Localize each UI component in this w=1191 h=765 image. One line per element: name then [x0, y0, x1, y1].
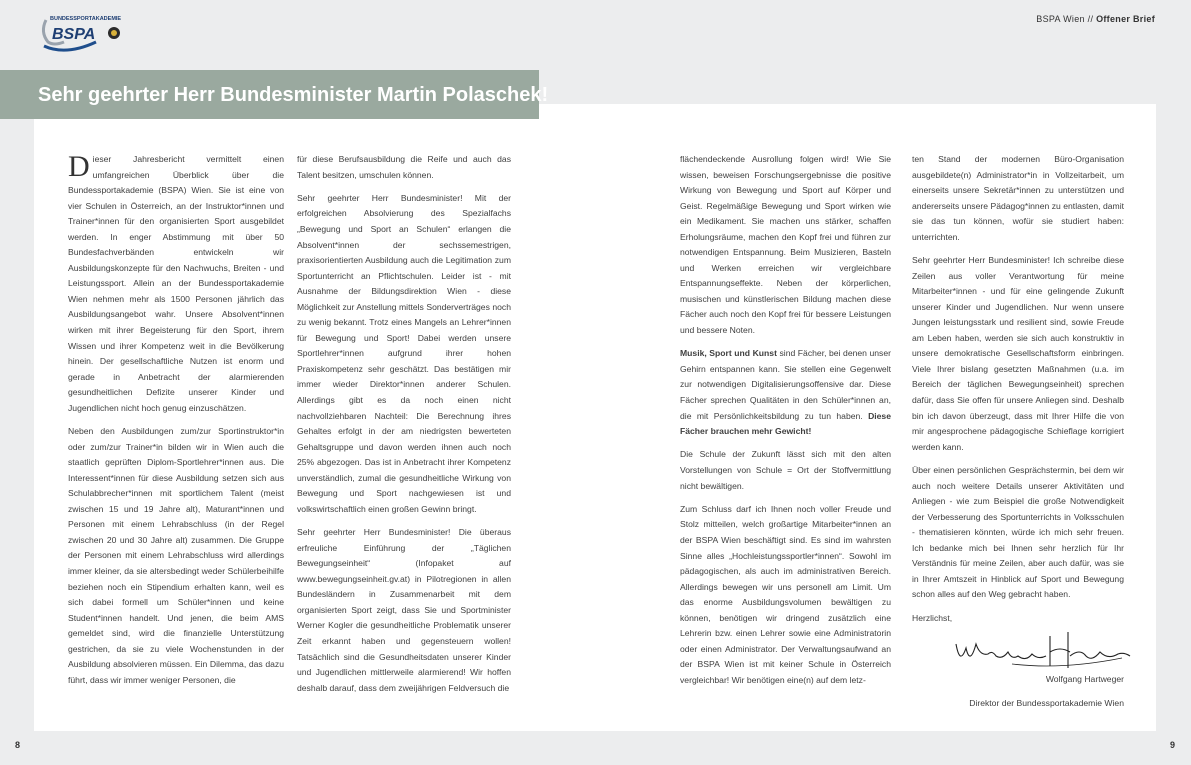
paragraph: Sehr geehrter Herr Bundesminister! Mit der erfolgreichen Absolvierung des Spezialfachs „Bewegung und Sport an Schulen“ erlangen die Absolvent*innen der sechssemestrigen, praxisorientierten Ausbildung auch die Legitimation zum Sportunterricht an Pflichtschulen. Leider ist - mit Ausnahme der Bildungsdirektion Wien - diese Möglichkeit zur Anstellung mittels Sonderverträges noch zu wenig bekannt. Trotz eines Mangels an Lehrer*innen für Bewegung und Sport! Dabei werden unsere Sportlehrer*innen aufgrund ihrer hohen Praxiskompetenz sehr geschätzt. Das bestätigen mir immer wieder Direktor*innen anderer Schulen. Allerdings gibt es da noch einen nicht nachvollziehbaren Nachteil: Die Berechnung ihres Gehaltes erfolgt in der am niedrigsten bewerteten Gehaltsgruppe und davon werden ihnen auch noch 25% abgezogen. Das ist in Anbetracht ihrer Kompetenz unverständlich, zumal die gesundheitliche Wirkung von Bewegung und Sport nachgewiesen ist und volkswirtschaftlich einen großen Gewinn bringt.	[297, 192, 511, 514]
header-separator: //	[1087, 14, 1094, 24]
paragraph: ten Stand der modernen Büro-Organisation ausgebildete(n) Administrator*in in Vollzeitarbeit, um einerseits unsere Sekretär*innen zu unterstützen und andererseits unsere Pädagog*innen zu entlasten, damit sie das tun können, wofür sie studiert haben: unterrichten.	[912, 154, 1124, 242]
paragraph: Die Schule der Zukunft lässt sich mit den alten Vorstellungen von Schule = Ort der Stoffvermittlung nicht bewältigen.	[680, 449, 891, 491]
page-number-left: 8	[15, 740, 21, 750]
text-column-4	[912, 152, 1124, 719]
header-org: BSPA Wien	[1036, 14, 1085, 24]
bspa-logo	[36, 12, 136, 54]
paragraph: flächendeckende Ausrollung folgen wird! Wie Sie wissen, beweisen Forschungsergebnisse die positive Wirkung von Bewegung und Sport auf Körper und Geist. Regelmäßige Bewegung und Sport wirken wie ein Medikament. Sie machen uns stärker, schaffen Erholungsräume, machen den Kopf frei und führen zur notwendigen Entspannung. Beim Musizieren, Basteln und Werken erreichen wir vergleichbare Entspannungseffekte. Neben der körperlichen, musischen und künstlerischen Bildung machen diese Fächer auch noch den Kopf frei für bessere Leistungen und bessere Noten.	[680, 154, 891, 336]
paragraph: Neben den Ausbildungen zum/zur Sportinstruktor*in oder zum/zur Trainer*in bilden wir in Wien auch die staatlich geprüften Diplom-Sportlehrer*innen aus. Die Interessent*innen für diese Ausbildung setzen sich aus Schulabbrecher*innen mit sportlichem Talent (meist zwischen 15 und 19 Jahre alt), Maturant*innen und Personen mit einem Lehrabschluss (in der Regel zwischen 20 und 30 Jahre alt) zusammen. Die Gruppe der Personen mit einem Lehrabschluss wird allerdings immer kleiner, da sie altersbedingt weder Schülerbeihilfe beziehen noch ein Stipendium erhalten kann, weil es sich dabei formell um Schüler*innen und keine Student*innen handelt. Und jenen, die beim AMS gemeldet sind, wird die finanzielle Unterstützung gestrichen, da sie zu viele Wochenstunden in der Ausbildung absolvieren müssen. Ein Dilemma, das dazu führt, dass wir immer weniger Personen, die	[68, 426, 284, 685]
paragraph: Sehr geehrter Herr Bundesminister! Die überaus erfreuliche Einführung der „Täglichen Bewegungseinheit“ (Infopaket auf www.bewegungseinheit.gv.at) in Pilotregionen in allen Bundesländern in Zusammenarbeit mit dem organisierten Sport zeigt, dass Sie und Sportminister Werner Kogler die gesundheitliche Problematik unserer Zeit erkannt haben und gegensteuern wollen! Tatsächlich sind die Gesundheitsdaten unserer Kinder und Jugendlichen mittlerweile alarmierend! Wir hoffen deshalb darauf, dass dem zweijährigen Feldversuch die	[297, 527, 511, 693]
paragraph: für diese Berufsausbildung die Reife und auch das Talent besitzen, umschulen können.	[297, 154, 511, 180]
signatory-role: Direktor der Bundessportakademie Wien	[969, 697, 1124, 708]
paragraph: Zum Schluss darf ich Ihnen noch voller Freude und Stolz mitteilen, welch großartige Mitarbeiter*innen an der BSPA Wien beschäftigt sind. Es sind im wahrsten Sinne alles „Hochleistungssportler*innen“. Sowohl im pädagogischen, als auch im administrativen Bereich. Allerdings bewegen wir uns personell am Limit. Um das enorme Ausbildungsvolumen bewältigen zu können, benötigen wir dringend zusätzlich eine Lehrerin bzw. einen Lehrer sowie eine Administratorin oder einen Administrator. Der Verwaltungsaufwand an der BSPA Wien ist mit keiner Schule in Österreich vergleichbar! Wir benötigen eine(n) auf dem letz-	[680, 503, 891, 685]
signatory-name: Wolfgang Hartweger	[1045, 674, 1124, 685]
text-column-2	[297, 152, 511, 704]
text-column-3	[680, 152, 891, 696]
running-header	[1036, 14, 1155, 24]
bold-phrase: Diese Fächer brauchen mehr Gewicht!	[680, 410, 891, 437]
paragraph-text: ieser Jahresbericht vermittelt einen umfangreichen Überblick über die Bundessportakademie (BSPA) Wien. Sie ist eine von vier Schulen in Österreich, an der Instruktor*innen und Trainer*innen für den organisierten Sport ausgebildet werden. In enger Abstimmung mit über 50 Bundesfachverbänden entwickeln wir Ausbildungskonzepte für den Nachwuchs, Breiten - und Leistungssport. Allein an der Bundessportakademie Wien nehmen mehr als 1500 Personen jährlich das Ausbildungsangebot wahr. Unsere Absolvent*innen wirken mit ihrer Begeisterung für den Sport, ihrem Wissen und ihrer Kompetenz weit in die Bevölkerung hinein. Der gesellschaftliche Nutzen ist enorm und gerade in Anbetracht der alarmierenden gesundheitlichen Defizite unserer Kinder und Jugendlichen nicht hoch genug einzuschätzen.	[68, 154, 284, 413]
header-section: Offener Brief	[1096, 14, 1155, 24]
svg-text:BUNDESSPORTAKADEMIE: BUNDESSPORTAKADEMIE	[50, 16, 122, 22]
paragraph: Sehr geehrter Herr Bundesminister! Ich schreibe diese Zeilen aus voller Verantwortung für meine Mitarbeiter*innen - und für eine gelingende Zukunft unserer Kinder und Jugendlichen. Nur wenn unsere Jungen leistungsstark und resilient sind, sowie Freude am Leben haben, werden sie sich auch konstruktiv in unsere demokratische Gesellschaftsform einbringen. Viele Ihrer bislang gesetzten Maßnahmen (u.a. im Bereich der täglichen Bewegungseinheit) sprechen dafür, dass Sie offen für unsere Anliegen sind. Deshalb bin ich davon überzeugt, dass mit Ihrer Hilfe die von mir angesprochene pädagogische Schieflage korrigiert werden kann.	[912, 255, 1124, 452]
svg-text:BSPA: BSPA	[52, 26, 96, 43]
letter-title: Sehr geehrter Herr Bundesminister Martin Polaschek!	[38, 84, 549, 106]
dropcap-letter: D	[68, 150, 90, 183]
paragraph	[680, 346, 891, 439]
page-number-right: 9	[1169, 740, 1175, 750]
paragraph-text: sind Fächer, bei denen unser Gehirn entspannen kann. Sie stellen eine Gegenwelt zur notwendigen Digitalisierungsoffensive dar. Diese Fächer sprechen Qualitäten in den Schüler*innen an, die mit Persönlichkeitsbildung zu tun haben.	[680, 348, 891, 421]
bold-phrase: Musik, Sport und Kunst	[680, 348, 777, 359]
paragraph: Über einen persönlichen Gesprächstermin, bei dem wir auch noch weitere Details unserer Aktivitäten und Anliegen - wie zum Beispiel die große Notwendigkeit der Verbesserung des Sportunterrichts in Volksschulen - thematisieren könnten, würde ich mich sehr freuen. Ich bedanke mich bei Ihnen sehr herzlich für Ihr Verständnis für meine Zeilen, aber auch dafür, was sie in Ihrer Amtszeit in Hinblick auf Sport und Bewegung schon alles auf den Weg gebracht haben.	[912, 464, 1124, 600]
paragraph	[68, 152, 284, 416]
closing: Herzlichst,	[912, 612, 953, 623]
text-column-1	[68, 152, 284, 696]
handwritten-signature	[952, 626, 1132, 672]
